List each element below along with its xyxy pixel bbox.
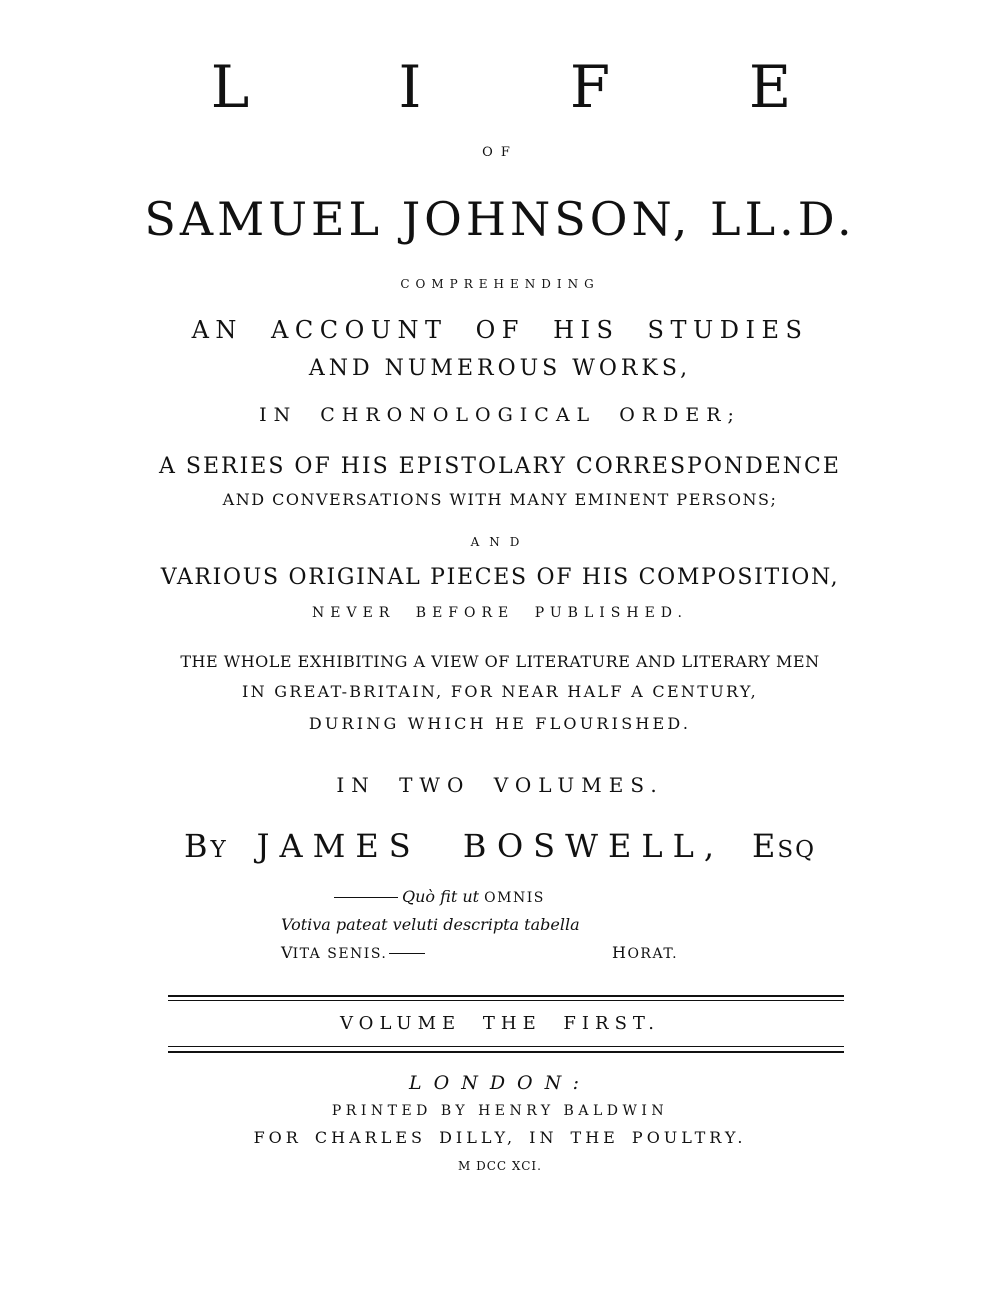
epigraph-line-3-rest: ITA SENIS. — [292, 946, 388, 962]
imprint-printer: PRINTED BY HENRY BALDWIN — [331, 1103, 669, 1119]
subtitle-and: AND — [470, 535, 530, 549]
volume-label: VOLUME THE FIRST. — [340, 1013, 660, 1034]
subtitle-whole: THE WHOLE EXHIBITING A VIEW OF LITERATURE AND LITERARY MEN — [180, 652, 820, 671]
epigraph-line-3-initial: V — [281, 943, 293, 962]
epigraph-attribution-initial: H — [612, 943, 628, 962]
title-letter: E — [748, 53, 792, 121]
author-by — [184, 827, 229, 865]
author-line — [0, 827, 1000, 865]
author-esq-rest: SQ — [777, 837, 817, 863]
divider-rule — [168, 1000, 844, 1001]
title-of: OF — [482, 145, 518, 160]
subtitle-series: A SERIES OF HIS EPISTOLARY CORRESPONDENCE — [159, 454, 841, 479]
epigraph-line-2: Votiva pateat veluti descripta tabella — [281, 915, 580, 934]
subtitle-conversations: AND CONVERSATIONS WITH MANY EMINENT PERSONS; — [222, 490, 778, 509]
epigraph-line-1 — [334, 889, 545, 905]
divider-rule — [168, 995, 844, 997]
author-esq-initial: E — [752, 827, 778, 865]
subtitle-various: VARIOUS ORIGINAL PIECES OF HIS COMPOSITION, — [160, 565, 840, 590]
epigraph-line-1-caps: OMNIS — [484, 890, 545, 906]
subtitle-comprehending: COMPREHENDING — [400, 277, 600, 291]
epigraph-attribution — [612, 945, 678, 961]
divider-rule — [168, 1046, 844, 1047]
author-by-rest: Y — [210, 837, 229, 863]
subtitle-never-published: NEVER BEFORE PUBLISHED. — [312, 605, 688, 621]
subtitle-chronological: IN CHRONOLOGICAL ORDER; — [259, 404, 741, 426]
author-esq — [752, 827, 816, 865]
author-name: JAMES BOSWELL, — [256, 827, 725, 865]
epigraph-dash — [389, 953, 425, 954]
divider-rule — [168, 1051, 844, 1053]
volumes-count: IN TWO VOLUMES. — [336, 773, 664, 797]
imprint-date: M DCC XCI. — [458, 1159, 542, 1173]
title-letter: F — [569, 53, 611, 121]
title-subject-name: SAMUEL JOHNSON, LL.D. — [144, 192, 856, 246]
subtitle-britain: IN GREAT-BRITAIN, FOR NEAR HALF A CENTURY, — [241, 682, 759, 701]
title-letter: I — [398, 53, 422, 121]
epigraph-dash — [334, 897, 398, 898]
author-by-initial: B — [183, 827, 211, 865]
subtitle-during: DURING WHICH HE FLOURISHED. — [308, 714, 692, 733]
epigraph-attribution-rest: ORAT. — [627, 946, 679, 962]
epigraph-line-3 — [281, 945, 425, 961]
title-life — [0, 53, 1000, 121]
epigraph-line-1-italic: Quò fit ut — [402, 887, 480, 906]
title-letter: L — [210, 53, 250, 121]
imprint-city: LONDON: — [409, 1072, 591, 1094]
subtitle-account: AN ACCOUNT OF HIS STUDIES — [191, 316, 809, 344]
subtitle-works: AND NUMEROUS WORKS, — [308, 356, 692, 381]
imprint-publisher: FOR CHARLES DILLY, IN THE POULTRY. — [253, 1128, 747, 1147]
